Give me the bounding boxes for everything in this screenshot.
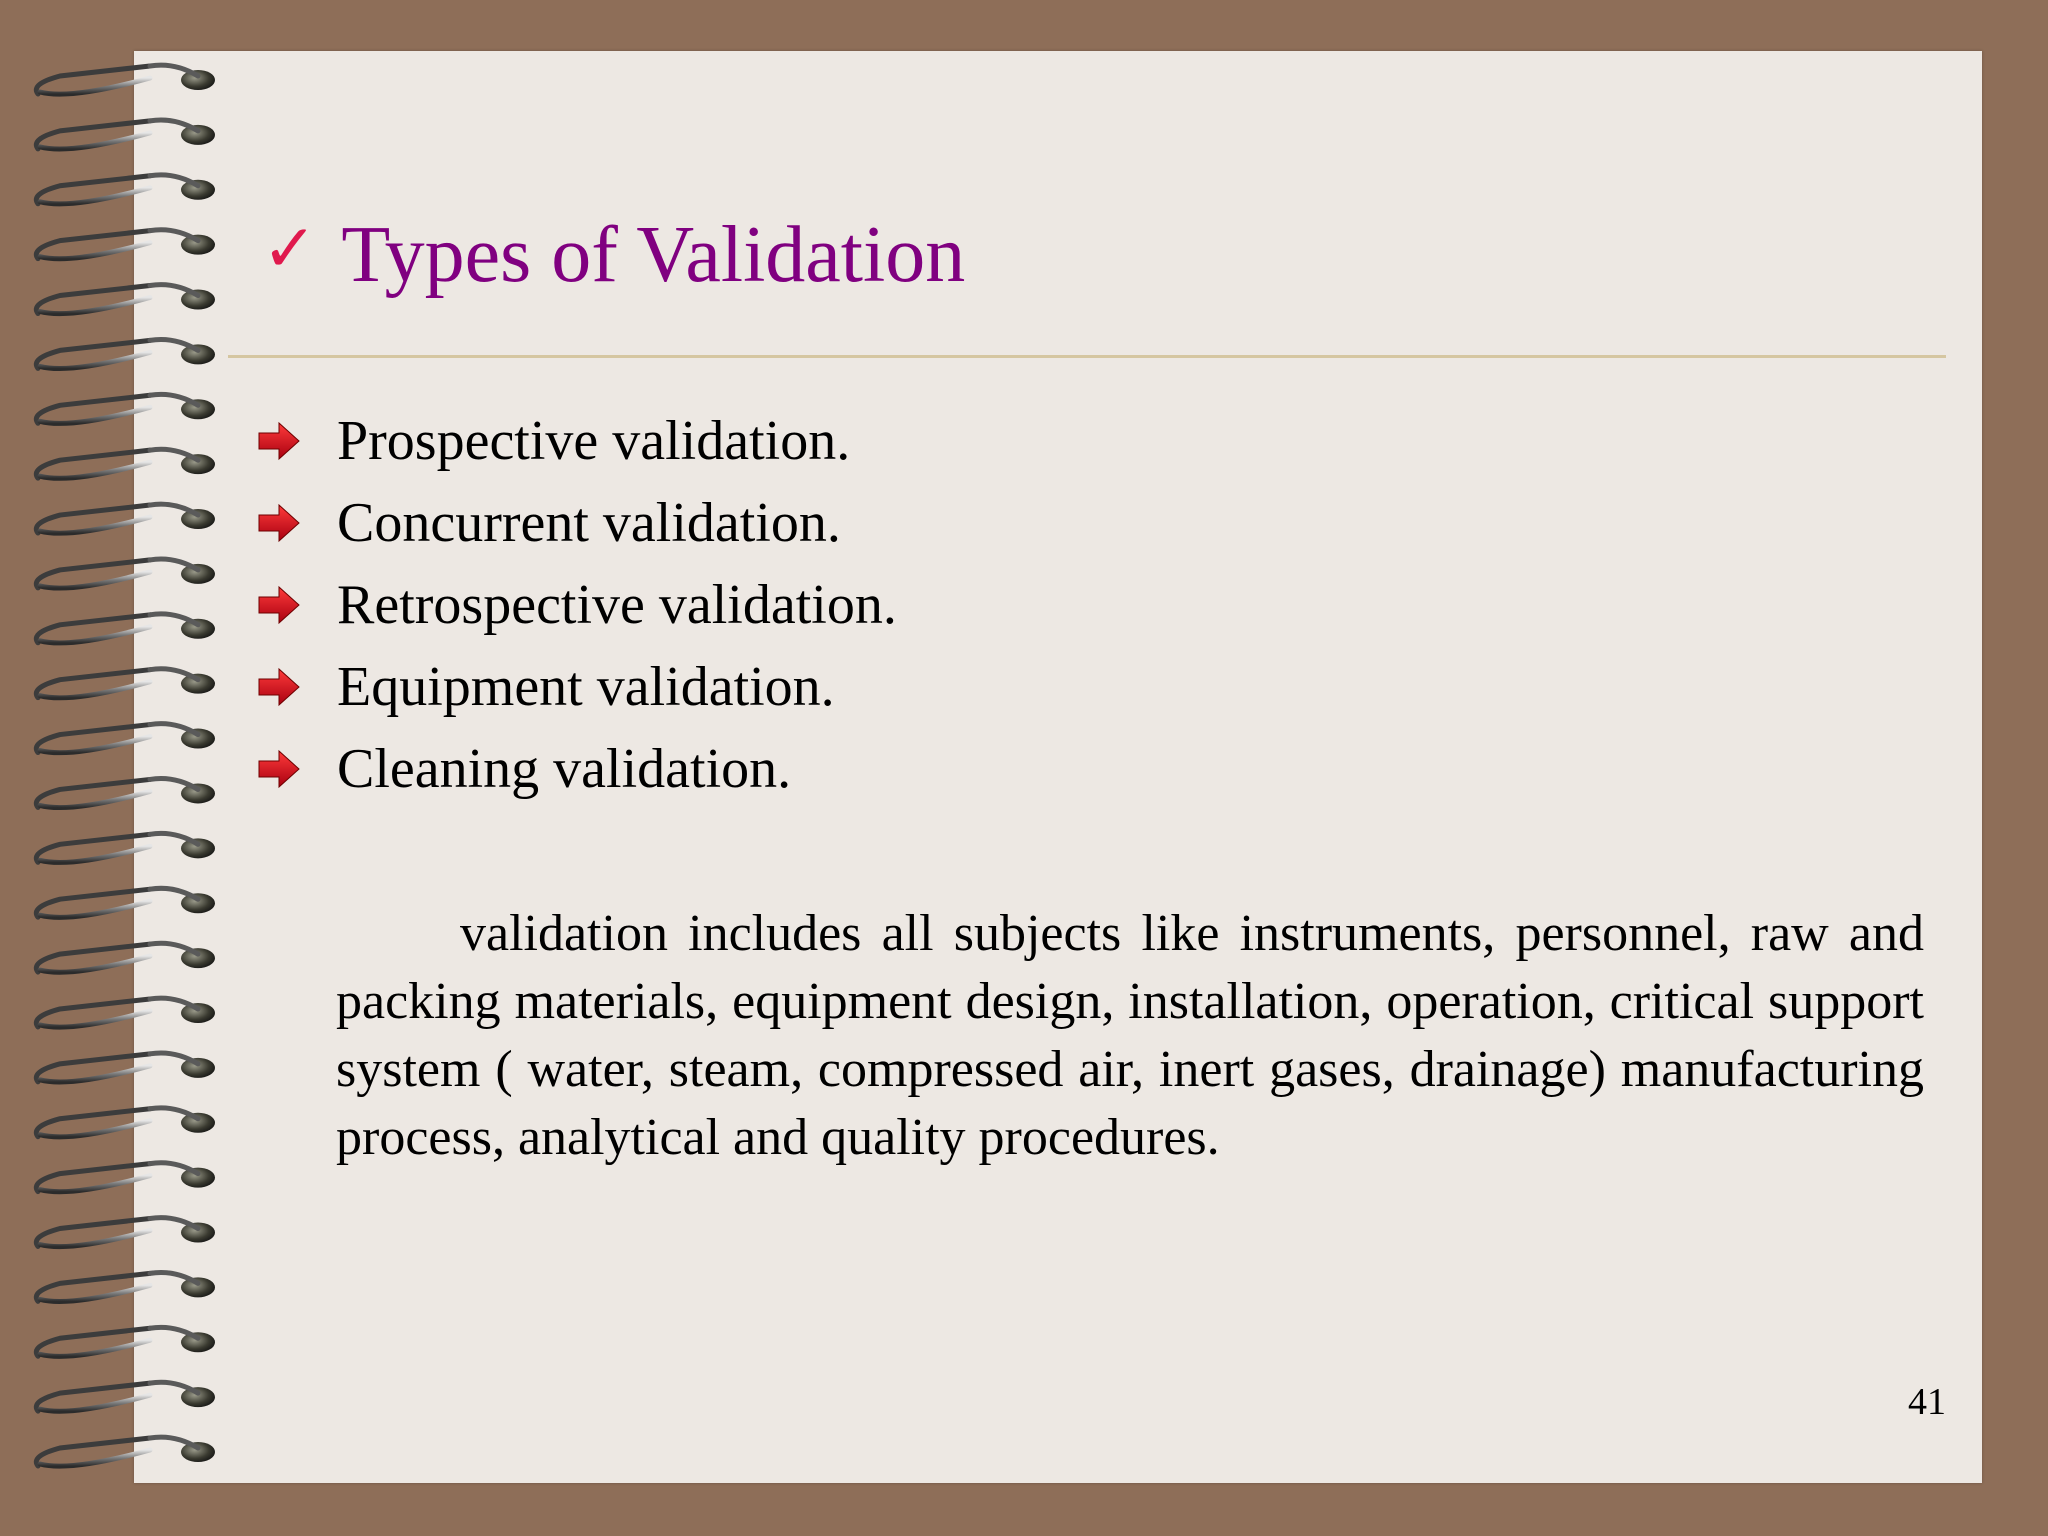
spiral-ring bbox=[36, 449, 215, 478]
spiral-ring bbox=[36, 614, 215, 643]
bullet-label: Cleaning validation. bbox=[337, 738, 792, 800]
spiral-ring bbox=[36, 724, 215, 753]
spiral-ring bbox=[36, 285, 215, 314]
slide-title bbox=[262, 205, 965, 305]
spiral-ring bbox=[36, 943, 215, 972]
spiral-ring bbox=[36, 120, 215, 149]
bullet-label: Equipment validation. bbox=[337, 656, 835, 718]
red-arrow-icon bbox=[257, 665, 301, 709]
bullet-label: Concurrent validation. bbox=[337, 492, 841, 554]
spiral-ring bbox=[36, 998, 215, 1027]
spiral-ring bbox=[36, 669, 215, 698]
spiral-ring bbox=[36, 65, 215, 94]
title-divider bbox=[228, 355, 1946, 358]
bullet-item bbox=[257, 482, 1157, 564]
spiral-ring bbox=[36, 1053, 215, 1082]
bullet-label: Retrospective validation. bbox=[337, 574, 897, 636]
bullet-list bbox=[257, 400, 1157, 810]
body-paragraph: validation includes all subjects like instruments, personnel, raw and packing materials, equipment design, installation, operation, critical support system ( water, steam, compressed air, inert gases, drainage) manufacturing process, analytical and quality procedures. bbox=[336, 905, 1924, 1166]
red-arrow-icon bbox=[257, 747, 301, 791]
spiral-ring bbox=[36, 1437, 215, 1466]
spiral-ring bbox=[36, 779, 215, 808]
bullet-label: Prospective validation. bbox=[337, 410, 851, 472]
spiral-ring bbox=[36, 175, 215, 204]
spiral-binding-icon bbox=[0, 0, 240, 1536]
bullet-item bbox=[257, 400, 1157, 482]
spiral-ring bbox=[36, 1163, 215, 1192]
page-number: 41 bbox=[1908, 1381, 1946, 1423]
spiral-ring bbox=[36, 230, 215, 259]
spiral-ring bbox=[36, 394, 215, 423]
spiral-ring bbox=[36, 559, 215, 588]
bullet-item bbox=[257, 564, 1157, 646]
spiral-ring bbox=[36, 1272, 215, 1301]
bullet-item bbox=[257, 646, 1157, 728]
spiral-ring bbox=[36, 833, 215, 862]
spiral-ring bbox=[36, 340, 215, 369]
red-arrow-icon bbox=[257, 419, 301, 463]
bullet-item bbox=[257, 728, 1157, 810]
spiral-ring bbox=[36, 1327, 215, 1356]
spiral-ring bbox=[36, 1108, 215, 1137]
red-arrow-icon bbox=[257, 501, 301, 545]
spiral-ring bbox=[36, 504, 215, 533]
title-text: Types of Validation bbox=[341, 211, 966, 299]
spiral-ring bbox=[36, 1218, 215, 1247]
spiral-ring bbox=[36, 888, 215, 917]
red-arrow-icon bbox=[257, 583, 301, 627]
spiral-ring bbox=[36, 1382, 215, 1411]
checkmark-icon: ✓ bbox=[262, 210, 318, 287]
